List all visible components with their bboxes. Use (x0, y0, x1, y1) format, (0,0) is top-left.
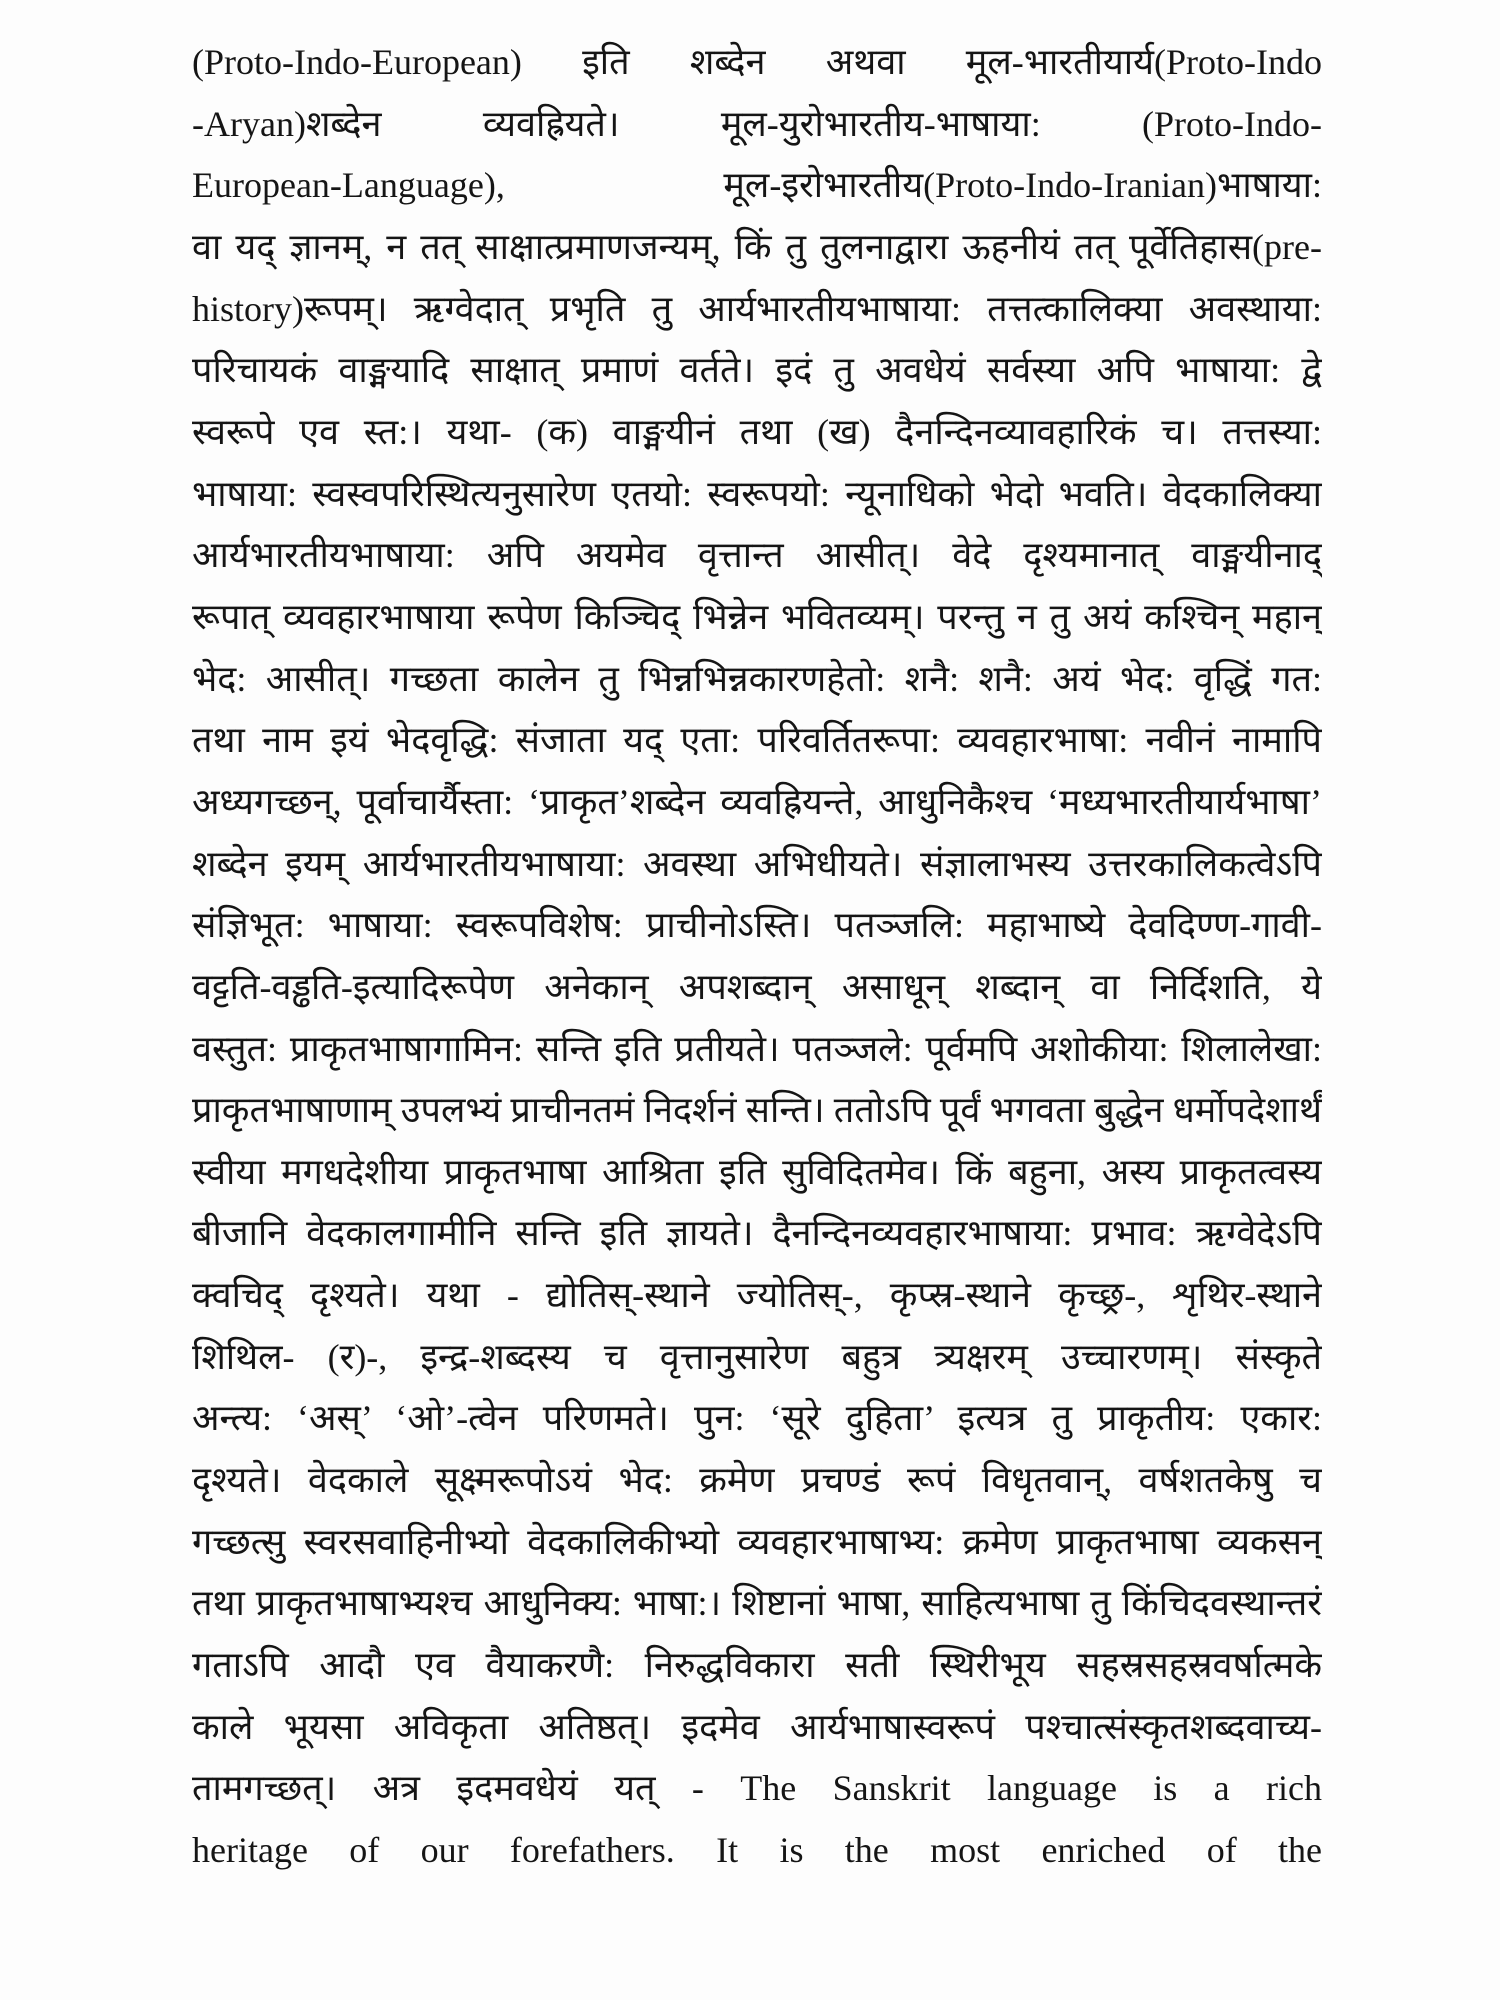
text-line: वट्टति-वड्ढति-इत्यादिरूपेण अनेकान् अपशब्दान् असाधून् शब्दान् वा निर्दिशति, ये (192, 966, 1322, 1007)
text-line: वा यद् ज्ञानम्, न तत् साक्षात्प्रमाणजन्यम्, किं तु तुलनाद्वारा ऊहनीयं तत् पूर्वेतिहास(pre- (192, 226, 1322, 267)
text-line: अन्त्य: ‘अस्’ ‘ओ’-त्वेन परिणमते। पुन: ‘सूरे दुहिता’ इत्यत्र तु प्राकृतीय: एकार: (192, 1398, 1322, 1439)
text-line: -Aryan)शब्देन व्यवह्रियते। मूल-युरोभारतीय-भाषाया: (Proto-Indo- (192, 103, 1322, 144)
text-line: आर्यभारतीयभाषाया: अपि अयमेव वृत्तान्त आसीत्। वेदे दृश्यमानात् वाङ्मयीनाद् (192, 535, 1322, 576)
text-line: heritage of our forefathers. It is the most enriched of the (192, 1830, 1322, 1871)
text-line: तथा प्राकृतभाषाभ्यश्च आधुनिक्य: भाषा:। शिष्टानां भाषा, साहित्यभाषा तु किंचिदवस्थान्तरं (192, 1583, 1322, 1624)
text-line: भेद: आसीत्। गच्छता कालेन तु भिन्नभिन्नकारणहेतो: शनै: शनै: अयं भेद: वृद्धिं गत: (192, 658, 1322, 699)
text-line: क्वचिद् दृश्यते। यथा - द्योतिस्-स्थाने ज्योतिस्-, कृप्स्र-स्थाने कृच्छ्र-, शृथिर-स्थाने (192, 1275, 1322, 1316)
text-line: वस्तुत: प्राकृतभाषागामिन: सन्ति इति प्रतीयते। पतञ्जले: पूर्वमपि अशोकीया: शिलालेखा: (192, 1028, 1322, 1069)
text-line: रूपात् व्यवहारभाषाया रूपेण किञ्चिद् भिन्नेन भवितव्यम्। परन्तु न तु अयं कश्चिन् महान् (192, 596, 1322, 637)
text-line: स्वीया मगधदेशीया प्राकृतभाषा आश्रिता इति सुविदितमेव। किं बहुना, अस्य प्राकृतत्वस्य (192, 1151, 1322, 1192)
text-line: स्वरूपे एव स्त:। यथा- (क) वाङ्मयीनं तथा (ख) दैनन्दिनव्यावहारिकं च। तत्तस्या: (192, 411, 1322, 452)
text-line: भाषाया: स्वस्वपरिस्थित्यनुसारेण एतयो: स्वरूपयो: न्यूनाधिको भेदो भवति। वेदकालिक्या (192, 473, 1322, 514)
text-line: प्राकृतभाषाणाम् उपलभ्यं प्राचीनतमं निदर्शनं सन्ति। ततोऽपि पूर्वं भगवता बुद्धेन धर्मोपदेशार्थं (192, 1090, 1322, 1131)
text-line: तामगच्छत्। अत्र इदमवधेयं यत् - The Sanskrit language is a rich (192, 1768, 1322, 1809)
text-line: परिचायकं वाङ्मयादि साक्षात् प्रमाणं वर्तते। इदं तु अवधेयं सर्वस्या अपि भाषाया: द्वे (192, 350, 1322, 391)
text-line: काले भूयसा अविकृता अतिष्ठत्। इदमेव आर्यभाषास्वरूपं पश्चात्संस्कृतशब्दवाच्य- (192, 1706, 1322, 1747)
text-line: गच्छत्सु स्वरसवाहिनीभ्यो वेदकालिकीभ्यो व्यवहारभाषाभ्य: क्रमेण प्राकृतभाषा व्यकसन् (192, 1521, 1322, 1562)
text-line: तथा नाम इयं भेदवृद्धि: संजाता यद् एता: परिवर्तितरूपा: व्यवहारभाषा: नवीनं नामापि (192, 720, 1322, 761)
text-line: European-Language), मूल-इरोभारतीय(Proto-Indo-Iranian)भाषाया: (192, 165, 1322, 206)
body-text (192, 32, 1322, 1882)
text-line: संज्ञिभूत: भाषाया: स्वरूपविशेष: प्राचीनोऽस्ति। पतञ्जलि: महाभाष्ये देवदिण्ण-गावी- (192, 905, 1322, 946)
text-line: अध्यगच्छन्, पूर्वाचार्यैस्ता: ‘प्राकृत’शब्देन व्यवह्रियन्ते, आधुनिकैश्च ‘मध्यभारतीयार्यभाषा’ (192, 781, 1322, 822)
text-line: शब्देन इयम् आर्यभारतीयभाषाया: अवस्था अभिधीयते। संज्ञालाभस्य उत्तरकालिकत्वेऽपि (192, 843, 1322, 884)
text-line: दृश्यते। वेदकाले सूक्ष्मरूपोऽयं भेद: क्रमेण प्रचण्डं रूपं विधृतवान्, वर्षशतकेषु च (192, 1460, 1322, 1501)
text-line: history)रूपम्। ऋग्वेदात् प्रभृति तु आर्यभारतीयभाषाया: तत्तत्कालिक्या अवस्थाया: (192, 288, 1322, 329)
text-line: बीजानि वेदकालगामीनि सन्ति इति ज्ञायते। दैनन्दिनव्यवहारभाषाया: प्रभाव: ऋग्वेदेऽपि (192, 1213, 1322, 1254)
text-line: शिथिल- (र)-, इन्द्र-शब्दस्य च वृत्तानुसारेण बहुत्र त्र्यक्षरम् उच्चारणम्। संस्कृते (192, 1336, 1322, 1377)
text-line: (Proto-Indo-European) इति शब्देन अथवा मूल-भारतीयार्य(Proto-Indo (192, 42, 1322, 82)
text-line: गताऽपि आदौ एव वैयाकरणै: निरुद्धविकारा सती स्थिरीभूय सहस्रसहस्रवर्षात्मके (192, 1645, 1322, 1686)
